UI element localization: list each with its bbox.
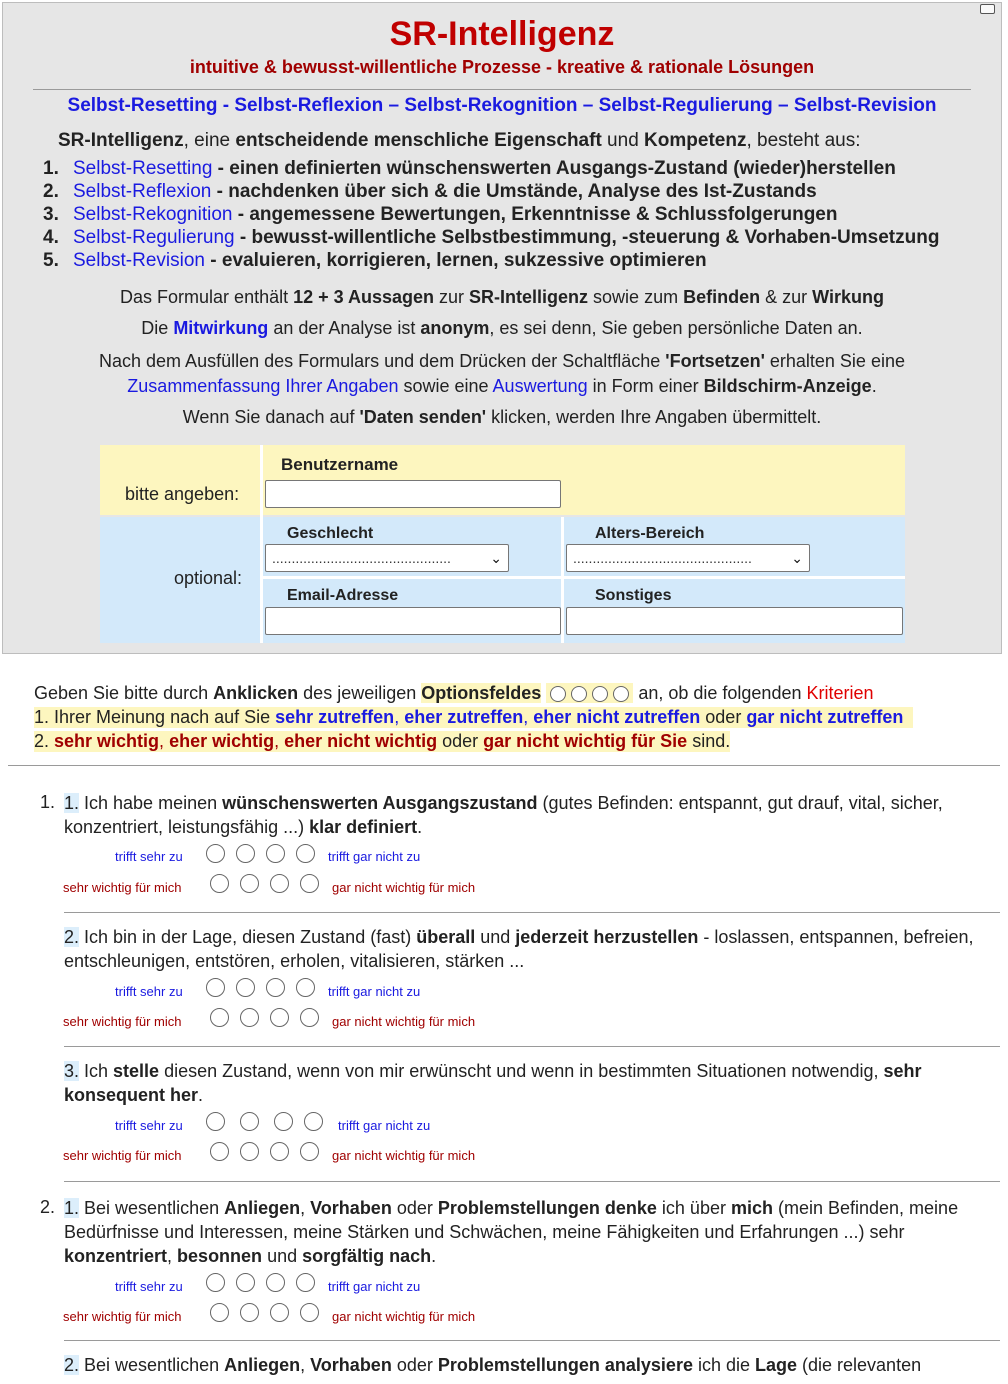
info-bold: 'Daten senden' [359,407,487,427]
q-bold: sorgfältig nach [302,1246,432,1266]
q-bold: Vorhaben [310,1355,392,1375]
definition-item [43,157,939,180]
instr-option: eher zutreffen [404,707,524,727]
chevron-down-icon: ⌄ [490,550,502,566]
definition-number: 3. [43,204,59,225]
window-restore-icon[interactable] [980,4,995,14]
info-form-content [3,287,1001,308]
example-radios [546,683,633,703]
info-text: Nach dem Ausfüllen des Formulars und dem Drücken der Schaltfläche [99,351,666,371]
importance-radio-group [210,1142,330,1161]
definition-number: 2. [43,181,59,202]
scale-importance-right: gar nicht wichtig für mich [332,880,476,895]
radio-option[interactable] [206,1273,225,1292]
radio-option[interactable] [296,844,315,863]
importance-radio-group [210,874,330,893]
info-text: & zur [760,287,813,307]
radio-option[interactable] [304,1112,323,1131]
q-text: Ich [79,1061,114,1081]
info-text: , es sei denn, Sie geben persönliche Daten an. [489,318,863,338]
q-text: , [167,1246,178,1266]
info-text: Wenn Sie danach auf [182,407,360,427]
page-title: SR-Intelligenz [389,15,615,53]
instr-option: eher nicht wichtig [284,731,438,751]
radio-option[interactable] [266,1273,285,1292]
other-label: Sonstiges [595,587,672,604]
q-text: . [431,1246,437,1266]
info-bold: Befinden [683,287,761,307]
username-label: Benutzername [281,455,399,474]
link-selbst-reflexion[interactable]: Selbst-Reflexion [234,95,384,116]
radio-option[interactable] [236,978,255,997]
instr-text: 1. Ihrer Meinung nach auf Sie [34,707,276,727]
scale-true-right: trifft gar nicht zu [328,984,421,999]
definition-term[interactable]: Selbst-Resetting [73,158,213,179]
radio-option[interactable] [206,1112,225,1131]
info-bold: 12 + 3 Aussagen [293,287,435,307]
question-group-number: 1. [40,792,56,812]
info-text: sowie zum [588,287,684,307]
age-select-value: .............................................. [573,550,752,566]
q-bold: mich [730,1198,773,1218]
gender-select[interactable] [265,544,509,572]
question-sub-number: 3. [64,1061,80,1081]
intro-sentence [58,130,861,152]
info-bold: anonym [420,318,490,338]
link-selbst-rekognition[interactable]: Selbst-Rekognition [404,95,578,116]
q-bold: stelle [113,1061,160,1081]
divider [64,1046,1000,1047]
true-radio-group [206,1273,326,1292]
radio-option[interactable] [274,1112,293,1131]
instr-option: gar nicht wichtig für Sie [483,731,688,751]
radio-icon [571,686,587,702]
radio-option[interactable] [206,844,225,863]
link-selbst-regulierung[interactable]: Selbst-Regulierung [598,95,773,116]
scale-true-right: trifft gar nicht zu [338,1118,431,1133]
question-1-1 [64,791,984,839]
instr-criteria: Kriterien [806,683,874,703]
radio-option[interactable] [210,1008,229,1027]
radio-option[interactable] [240,1008,259,1027]
radio-icon [550,686,566,702]
definition-desc: - einen definierten wünschenswerten Ausgangs-Zustand (wieder)herstellen [212,158,896,179]
intro-text: , besteht aus: [746,130,861,151]
scale-importance-left: sehr wichtig für mich [63,880,182,895]
info-text: . [871,376,877,396]
q-text: ich die [692,1355,755,1375]
info-text: Das Formular enthält [120,287,294,307]
radio-option[interactable] [270,1303,289,1322]
q-text: Bei wesentlichen [79,1355,225,1375]
importance-radio-group [210,1303,330,1322]
gender-select-value: .............................................. [272,550,451,566]
scale-true-right: trifft gar nicht zu [328,1279,421,1294]
instr-bold: Optionsfeldes [421,683,542,703]
radio-option[interactable] [300,874,319,893]
radio-option[interactable] [210,1142,229,1161]
info-continue [3,351,1001,372]
question-2-1 [64,1196,984,1268]
competence-links [3,95,1001,117]
link-selbst-revision[interactable]: Selbst-Revision [793,95,937,116]
radio-option[interactable] [296,1273,315,1292]
scale-true-left: trifft sehr zu [115,1118,183,1133]
info-send [3,407,1001,428]
q-text: diesen Zustand, wenn von mir erwünscht und wenn in bestimmten Situationen notwendig, [159,1061,884,1081]
radio-option[interactable] [296,978,315,997]
intro-term: SR-Intelligenz [58,130,184,151]
instr-text: 2. [34,731,55,751]
definition-desc: - bewusst-willentliche Selbstbestimmung, -steuerung & Vorhaben-Umsetzung [234,227,940,248]
instr-text: sind. [687,731,731,751]
radio-option[interactable] [240,1142,259,1161]
question-1-2 [64,925,984,973]
q-text: (die relevanten [797,1355,922,1375]
divider [64,1181,1000,1182]
intro-text: und [601,130,645,151]
radio-option[interactable] [266,978,285,997]
radio-option[interactable] [210,1303,229,1322]
radio-option[interactable] [236,844,255,863]
radio-option[interactable] [240,1303,259,1322]
age-select[interactable] [566,544,810,572]
q-bold: Anliegen [224,1355,301,1375]
scale-true-left: trifft sehr zu [115,1279,183,1294]
radio-option[interactable] [270,874,289,893]
instr-text: Geben Sie bitte durch [34,683,214,703]
radio-option[interactable] [210,874,229,893]
info-bold: SR-Intelligenz [469,287,589,307]
divider [8,765,1000,766]
q-text: , [300,1198,311,1218]
definition-list [43,157,939,272]
scale-importance-right: gar nicht wichtig für mich [332,1014,476,1029]
separator: - [217,95,235,116]
question-sub-number: 2. [64,1355,80,1375]
divider [262,576,905,579]
q-text: - loslassen, entspannen, befreien, entschleunigen, entstören, erholen, vitalisieren, stärken ... [64,927,974,971]
info-summary [3,376,1001,397]
intro-bold: entscheidende menschliche Eigenschaft [235,130,602,151]
info-text: erhalten Sie eine [764,351,905,371]
separator: – [772,95,794,116]
gender-label: Geschlecht [287,525,374,542]
q-bold: Anliegen [224,1198,301,1218]
personal-data-form [100,445,905,643]
required-label: bitte angeben: [125,484,240,504]
radio-option[interactable] [300,1142,319,1161]
instr-bold: Anklicken [213,683,299,703]
definition-item [43,180,939,203]
q-bold: überall [416,927,476,947]
instr-option: sehr wichtig [54,731,160,751]
info-bold: Wirkung [812,287,884,307]
definition-term[interactable]: Selbst-Regulierung [73,227,235,248]
scale-importance-left: sehr wichtig für mich [63,1148,182,1163]
scale-importance-left: sehr wichtig für mich [63,1309,182,1324]
radio-option[interactable] [240,1112,259,1131]
instruction-line-3 [34,731,730,752]
definition-item [43,249,939,272]
instr-text: , [159,731,170,751]
instr-text: , [274,731,285,751]
info-bold: Bildschirm-Anzeige [703,376,872,396]
instr-option: eher nicht zutreffen [533,707,701,727]
link-selbst-resetting[interactable]: Selbst-Resetting [67,95,218,116]
definition-number: 5. [43,250,59,271]
importance-radio-group [210,1008,330,1027]
info-bold: 'Fortsetzen' [665,351,765,371]
definition-item [43,226,939,249]
instr-text: , [523,707,534,727]
instr-option: sehr zutreffen [275,707,395,727]
q-bold: Vorhaben [310,1198,392,1218]
radio-option[interactable] [300,1008,319,1027]
info-text: Die [141,318,174,338]
definition-term[interactable]: Selbst-Reflexion [73,181,212,202]
intro-bold: Kompetenz [644,130,747,151]
q-bold: klar definiert [309,817,418,837]
q-text: ich über [656,1198,731,1218]
optional-label: optional: [174,568,243,588]
instruction-line-2 [34,707,913,728]
scale-importance-right: gar nicht wichtig für mich [332,1148,476,1163]
question-sub-number: 2. [64,927,80,947]
q-bold: Problemstellungen analysiere [437,1355,693,1375]
q-text: Ich bin in der Lage, diesen Zustand (fast) [79,927,417,947]
scale-true-right: trifft gar nicht zu [328,849,421,864]
info-text: in Form einer [587,376,704,396]
instr-text: oder [437,731,484,751]
q-text: Ich habe meinen [79,793,223,813]
instr-text: des jeweiligen [298,683,422,703]
true-radio-group [206,844,326,863]
scale-true-left: trifft sehr zu [115,849,183,864]
radio-option[interactable] [240,874,259,893]
info-link[interactable]: Zusammenfassung [127,376,281,396]
true-radio-group [206,978,326,997]
q-text: Bei wesentlichen [79,1198,225,1218]
instr-text: an, ob die folgenden [633,683,807,703]
radio-option[interactable] [300,1303,319,1322]
question-sub-number: 1. [64,1198,80,1218]
q-text: (mein Befinden, meine Bedürfnisse und Interessen, meine Stärken und Schwächen, meine Fähigkeiten und Erfahrungen ...) sehr [64,1198,959,1242]
info-link[interactable]: Ihrer [280,376,327,396]
info-text: zur [434,287,470,307]
q-bold: jederzeit herzustellen [515,927,699,947]
separator: – [383,95,405,116]
q-bold: wünschenswerten Ausgangszustand [222,793,538,813]
email-label: Email-Adresse [287,587,399,604]
q-text: , [300,1355,311,1375]
radio-option[interactable] [236,1273,255,1292]
info-text: klicken, werden Ihre Angaben übermittelt. [486,407,822,427]
q-text: oder [391,1355,438,1375]
other-input[interactable] [566,607,903,635]
q-text: und [475,927,516,947]
page-subtitle: intuitive & bewusst-willentliche Prozesse - kreative & rationale Lösungen [189,57,815,77]
question-sub-number: 1. [64,793,80,813]
definition-number: 1. [43,158,59,179]
info-link[interactable]: Auswertung [492,376,588,396]
scale-importance-left: sehr wichtig für mich [63,1014,182,1029]
chevron-down-icon: ⌄ [791,550,803,566]
info-text: an der Analyse ist [268,318,421,338]
info-link[interactable]: Angaben [326,376,399,396]
q-bold: besonnen [177,1246,263,1266]
radio-option[interactable] [206,978,225,997]
divider [64,1340,1000,1341]
radio-option[interactable] [270,1142,289,1161]
definition-term[interactable]: Selbst-Rekognition [73,204,233,225]
divider [561,517,564,643]
question-1-3 [64,1059,984,1107]
q-text: oder [391,1198,438,1218]
definition-item [43,203,939,226]
true-radio-group [206,1112,334,1131]
instruction-line-1 [34,683,874,704]
q-text: und [262,1246,303,1266]
radio-option[interactable] [270,1008,289,1027]
q-text: (gutes Befinden: entspannt, gut drauf, vital, sicher, konzentriert, leistungsfähig ...) [64,793,943,837]
definition-number: 4. [43,227,59,248]
q-bold: sehr konsequent her [64,1061,922,1105]
info-anonymity [3,318,1001,339]
q-bold: Problemstellungen denke [437,1198,657,1218]
instr-option: eher wichtig [169,731,275,751]
definition-desc: - nachdenken über sich & die Umstände, Analyse des Ist-Zustands [211,181,817,202]
email-input[interactable] [265,607,561,635]
question-2-2 [64,1353,984,1377]
definition-term[interactable]: Selbst-Revision [73,250,205,271]
divider [64,912,1000,913]
radio-icon [613,686,629,702]
q-text: . [198,1085,204,1105]
intro-text: , eine [183,130,236,151]
definition-desc: - angemessene Bewertungen, Erkenntnisse & Schlussfolgerungen [232,204,838,225]
scale-true-left: trifft sehr zu [115,984,183,999]
scale-importance-right: gar nicht wichtig für mich [332,1309,476,1324]
instr-text: oder [700,707,747,727]
radio-option[interactable] [266,844,285,863]
info-link[interactable]: Mitwirkung [173,318,269,338]
q-bold: Lage [755,1355,798,1375]
age-label: Alters-Bereich [595,525,705,542]
username-input[interactable] [265,480,561,508]
definition-desc: - evaluieren, korrigieren, lernen, sukzessive optimieren [205,250,707,271]
radio-icon [592,686,608,702]
divider [33,89,971,90]
info-text: sowie eine [398,376,493,396]
q-text: . [417,817,423,837]
separator: – [577,95,599,116]
q-bold: konzentriert [64,1246,168,1266]
question-group-number: 2. [40,1197,56,1217]
instr-option: gar nicht zutreffen [746,707,904,727]
instr-text: , [394,707,405,727]
divider [260,445,263,643]
